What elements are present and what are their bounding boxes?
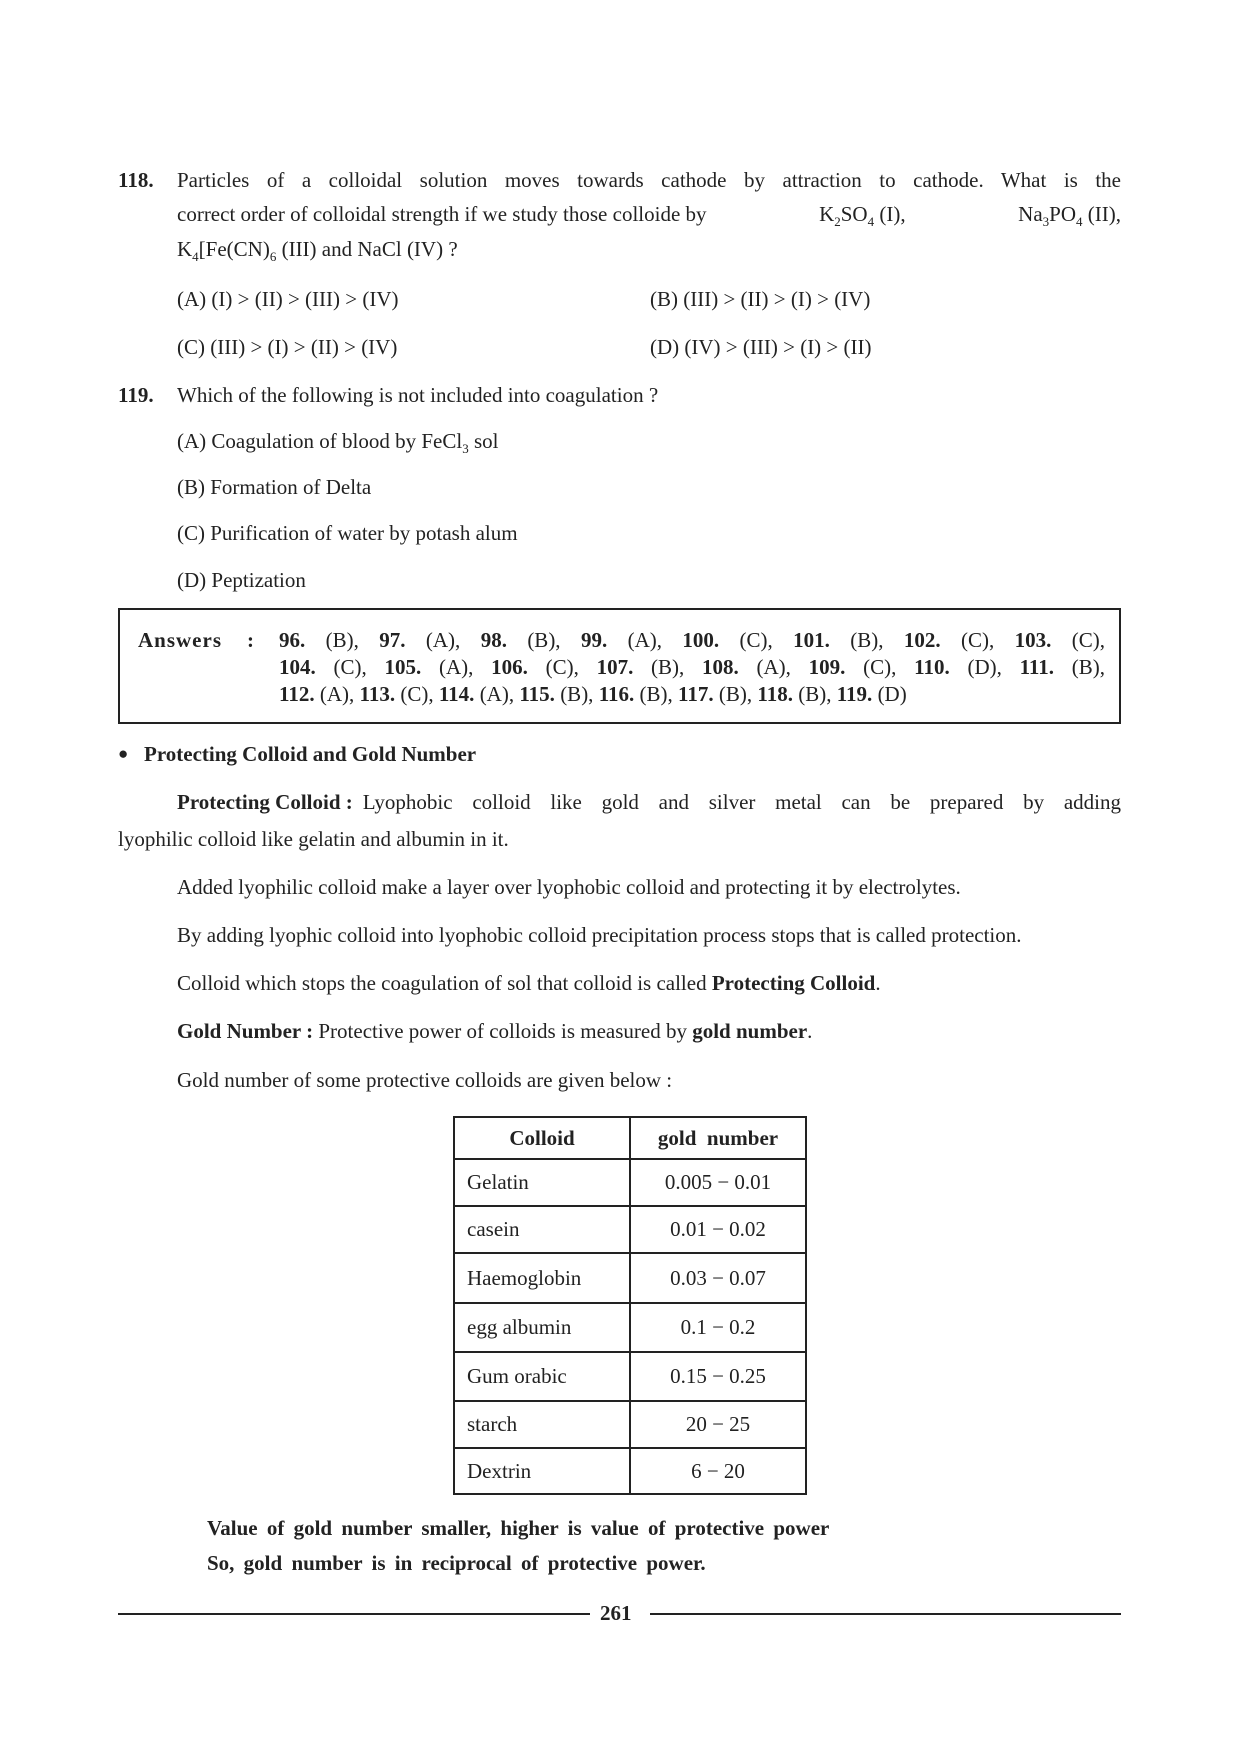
answer-question-number: 105. (384, 655, 422, 679)
answer-question-number: 106. (491, 655, 528, 679)
question-118-line1: Particles of a colloidal solution moves towards cathode by attraction to cathode. What is the (177, 168, 1121, 192)
answer-item (682, 628, 772, 652)
answer-item (360, 682, 434, 706)
table-cell-colloid: casein (454, 1206, 630, 1253)
answers-colon: : (247, 628, 254, 652)
table-row (454, 1159, 806, 1206)
question-118-line3: $K_4[Fe(CN)_6$ (III) and NaCl (IV) ? (177, 237, 458, 264)
answers-line-1 (279, 628, 1105, 653)
question-119-option-b: (B) Formation of Delta (177, 475, 372, 499)
answer-choice: (A), (607, 628, 662, 652)
table-row (454, 1448, 806, 1494)
answer-item (491, 655, 579, 679)
protecting-colloid-paragraph-line1: Protecting Colloid : Lyophobic colloid like gold and silver metal can be prepared by adding (177, 790, 1121, 814)
answer-choice: (B), (829, 628, 884, 652)
answer-item (439, 682, 514, 706)
answers-line-2 (279, 655, 1105, 680)
conclusion-line1: Value of gold number smaller, higher is value of protective power (207, 1516, 830, 1540)
answer-question-number: 107. (596, 655, 634, 679)
table-cell-colloid: Gum orabic (454, 1352, 630, 1401)
question-119-number: 119. (118, 383, 154, 407)
answer-question-number: 99. (580, 628, 608, 652)
answer-question-number: 104. (279, 655, 316, 679)
answer-choice: (B), (792, 682, 832, 706)
paragraph-protecting-colloid-def: Colloid which stops the coagulation of sol that colloid is called Protecting Colloid. (177, 971, 881, 995)
answer-question-number: 117. (678, 682, 714, 706)
footer-rule-left (118, 1613, 590, 1615)
answer-question-number: 113. (359, 682, 396, 706)
question-118-option-b: (B) (III) > (II) > (I) > (IV) (650, 287, 871, 311)
paragraph-gold-number: Gold Number : Protective power of colloids is measured by gold number. (177, 1019, 813, 1043)
answer-item (279, 628, 359, 652)
answer-item (384, 655, 473, 679)
answer-item (519, 682, 593, 706)
answer-choice: (A), (314, 682, 355, 706)
gold-number-table (453, 1116, 807, 1495)
footer-rule-right (650, 1613, 1121, 1615)
answer-item (1020, 655, 1105, 679)
answer-choice: (B), (713, 682, 753, 706)
answer-choice: (B), (554, 682, 594, 706)
answer-question-number: 103. (1014, 628, 1052, 652)
answer-choice: (C), (395, 682, 434, 706)
question-118-number: 118. (118, 168, 154, 192)
answer-item (702, 655, 791, 679)
answer-item (809, 655, 897, 679)
paragraph-layer: Added lyophilic colloid make a layer over lyophobic colloid and protecting it by electrolytes. (177, 875, 961, 899)
protecting-colloid-paragraph-line2: lyophilic colloid like gelatin and albumin in it. (118, 827, 509, 851)
answer-choice: (D), (949, 655, 1002, 679)
answer-item (793, 628, 883, 652)
table-row (454, 1303, 806, 1352)
table-header-gold-number: gold number (630, 1117, 806, 1159)
table-cell-gold-number: 6 − 20 (630, 1448, 806, 1494)
answer-choice: (B), (634, 682, 673, 706)
answer-choice: (A), (405, 628, 461, 652)
answer-question-number: 100. (682, 628, 720, 652)
answer-item (597, 655, 685, 679)
answer-item (599, 682, 673, 706)
table-cell-colloid: starch (454, 1401, 630, 1448)
answer-question-number: 115. (519, 682, 555, 706)
table-row (454, 1401, 806, 1448)
table-cell-colloid: Dextrin (454, 1448, 630, 1494)
answer-question-number: 111. (1019, 655, 1055, 679)
question-119-option-d: (D) Peptization (177, 568, 306, 592)
answer-item (837, 682, 907, 706)
answer-choice: (C), (527, 655, 579, 679)
page-number: 261 (600, 1601, 632, 1625)
table-cell-gold-number: 0.1 − 0.2 (630, 1303, 806, 1352)
answer-question-number: 110. (914, 655, 950, 679)
answer-choice: (D) (872, 682, 907, 706)
formula-na3po4: $Na_3PO_4$ (II), (1018, 202, 1121, 229)
answer-item (279, 655, 367, 679)
answer-question-number: 119. (836, 682, 873, 706)
answer-question-number: 108. (702, 655, 739, 679)
answer-item (581, 628, 662, 652)
table-header-row (454, 1117, 806, 1159)
answers-line-3 (279, 682, 1105, 707)
table-cell-gold-number: 0.01 − 0.02 (630, 1206, 806, 1253)
answer-choice: (C), (315, 655, 367, 679)
table-row (454, 1206, 806, 1253)
answer-question-number: 102. (903, 628, 941, 652)
answer-question-number: 101. (793, 628, 830, 652)
answer-choice: (A), (474, 682, 515, 706)
answer-choice: (C), (940, 628, 995, 652)
paragraph-table-intro: Gold number of some protective colloids are given below : (177, 1068, 673, 1092)
answer-question-number: 114. (438, 682, 475, 706)
table-cell-gold-number: 0.03 − 0.07 (630, 1253, 806, 1303)
table-cell-gold-number: 20 − 25 (630, 1401, 806, 1448)
question-119-option-a: (A) Coagulation of blood by FeCl$_3$ sol (177, 429, 499, 456)
answer-question-number: 97. (379, 628, 406, 652)
answer-item (279, 682, 354, 706)
table-row (454, 1253, 806, 1303)
answers-box (118, 608, 1121, 724)
question-118-option-c: (C) (III) > (I) > (II) > (IV) (177, 335, 398, 359)
table-cell-colloid: Gelatin (454, 1159, 630, 1206)
answer-choice: (C), (1051, 628, 1106, 652)
answer-question-number: 112. (279, 682, 315, 706)
answer-choice: (A), (738, 655, 791, 679)
table-header-colloid: Colloid (454, 1117, 630, 1159)
answer-item (481, 628, 561, 652)
answer-item (904, 628, 994, 652)
paragraph-protection: By adding lyophic colloid into lyophobic colloid precipitation process stops that is called protection. (177, 923, 1022, 947)
answer-item (379, 628, 460, 652)
question-119-option-c: (C) Purification of water by potash alum (177, 521, 518, 545)
question-118-option-d: (D) (IV) > (III) > (I) > (II) (650, 335, 872, 359)
question-119-text: Which of the following is not included into coagulation ? (177, 383, 659, 407)
table-cell-colloid: egg albumin (454, 1303, 630, 1352)
answer-choice: (B), (1054, 655, 1106, 679)
bullet-icon: ● (118, 744, 129, 763)
table-cell-colloid: Haemoglobin (454, 1253, 630, 1303)
answer-choice: (B), (506, 628, 561, 652)
question-118-line2: correct order of colloidal strength if we study those colloide by $K_2SO_4$ (I), $Na_3PO_4$ (II), (177, 202, 1121, 229)
answer-question-number: 98. (480, 628, 507, 652)
answer-question-number: 96. (279, 628, 306, 652)
answer-item (1015, 628, 1105, 652)
answers-label: Answers (138, 628, 222, 652)
answer-choice: (C), (845, 655, 897, 679)
answer-choice: (A), (421, 655, 474, 679)
question-118-option-a: (A) (I) > (II) > (III) > (IV) (177, 287, 399, 311)
table-cell-gold-number: 0.005 − 0.01 (630, 1159, 806, 1206)
conclusion-line2: So, gold number is in reciprocal of protective power. (207, 1551, 706, 1575)
answer-choice: (B), (305, 628, 359, 652)
answer-question-number: 116. (598, 682, 635, 706)
table-cell-gold-number: 0.15 − 0.25 (630, 1352, 806, 1401)
section-heading: Protecting Colloid and Gold Number (144, 742, 477, 766)
answer-question-number: 109. (808, 655, 846, 679)
answer-choice: (C), (719, 628, 773, 652)
answer-item (678, 682, 752, 706)
answer-item (914, 655, 1002, 679)
answer-item (757, 682, 831, 706)
answer-question-number: 118. (757, 682, 793, 706)
answer-choice: (B), (633, 655, 685, 679)
formula-k2so4: $K_2SO_4$ (I), (819, 202, 906, 229)
table-row (454, 1352, 806, 1401)
